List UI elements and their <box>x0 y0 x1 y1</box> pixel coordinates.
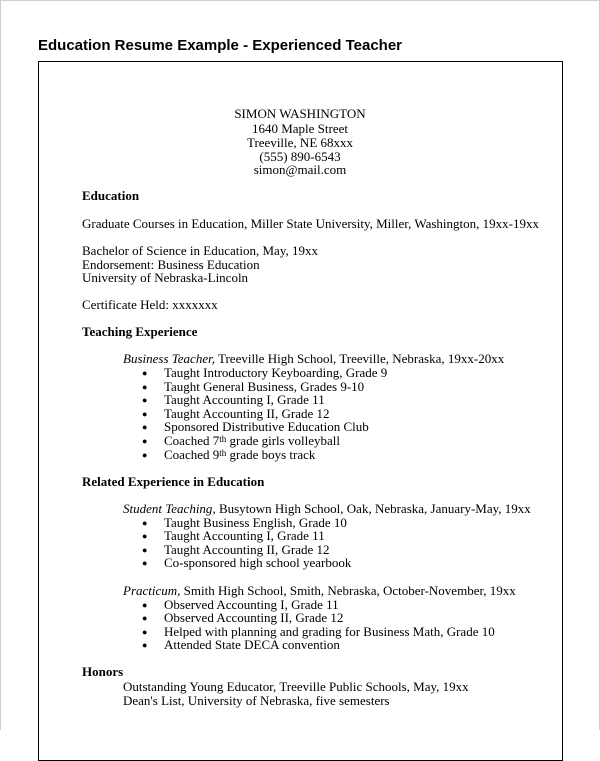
resume-name: SIMON WASHINGTON <box>234 106 366 121</box>
bullet-icon: ● <box>142 640 148 650</box>
teaching-heading: Teaching Experience <box>82 324 198 339</box>
list-item: Helped with planning and grading for Business Math, Grade 10 <box>164 624 495 639</box>
bullet-icon: ● <box>142 450 148 460</box>
list-item: Attended State DECA convention <box>164 637 340 652</box>
education-university: University of Nebraska-Lincoln <box>82 270 249 285</box>
bullet-icon: ● <box>142 436 148 446</box>
list-item: Taught General Business, Grades 9-10 <box>164 379 365 394</box>
teaching-role: Business Teacher, <box>123 351 215 366</box>
list-item: Co-sponsored high school yearbook <box>164 555 352 570</box>
education-heading: Education <box>82 188 140 203</box>
honors-item: Dean's List, University of Nebraska, five semesters <box>123 693 390 708</box>
honors-heading: Honors <box>82 664 124 679</box>
address-street: 1640 Maple Street <box>251 121 349 136</box>
education-endorsement: Endorsement: Business Education <box>82 257 260 272</box>
list-item: Taught Business English, Grade 10 <box>164 515 347 530</box>
email: simon@mail.com <box>253 162 347 177</box>
teaching-position <box>123 352 504 366</box>
list-item-coach-track: Coached 9th grade boys track <box>164 447 316 462</box>
bullet-icon: ● <box>142 600 148 610</box>
list-item: Sponsored Distributive Education Club <box>164 419 369 434</box>
list-item: Observed Accounting I, Grade 11 <box>164 597 339 612</box>
education-bachelor: Bachelor of Science in Education, May, 19xx <box>82 243 318 258</box>
bullet-icon: ● <box>142 395 148 405</box>
student-teaching-position: Student Teaching, Busytown High School, Oak, Nebraska, January-May, 19xx <box>123 501 531 516</box>
bullet-icon: ● <box>142 518 148 528</box>
bullet-icon: ● <box>142 531 148 541</box>
list-item: Taught Accounting II, Grade 12 <box>164 542 330 557</box>
student-teaching-role: Student Teaching <box>123 501 213 516</box>
bullet-icon: ● <box>142 368 148 378</box>
bullet-icon: ● <box>142 409 148 419</box>
bullet-icon: ● <box>142 422 148 432</box>
related-heading: Related Experience in Education <box>82 474 265 489</box>
practicum-role: Practicum <box>123 583 178 598</box>
list-item: Observed Accounting II, Grade 12 <box>164 610 344 625</box>
bullet-icon: ● <box>142 382 148 392</box>
address-city: Treeville, NE 68xxx <box>246 135 354 150</box>
practicum-position: Practicum, Smith High School, Smith, Nebraska, October-November, 19xx <box>123 583 516 598</box>
honors-item: Outstanding Young Educator, Treeville Public Schools, May, 19xx <box>123 679 469 694</box>
bullet-icon: ● <box>142 558 148 568</box>
list-item-coach-volleyball: Coached 7th grade girls volleyball <box>164 433 340 448</box>
education-grad-courses: Graduate Courses in Education, Miller State University, Miller, Washington, 19xx-19xx <box>82 216 539 231</box>
education-certificate: Certificate Held: xxxxxxx <box>82 297 218 312</box>
bullet-icon: ● <box>142 613 148 623</box>
bullet-icon: ● <box>142 627 148 637</box>
list-item: Taught Introductory Keyboarding, Grade 9 <box>164 365 388 380</box>
page-title: Education Resume Example - Experienced Teacher <box>38 37 403 54</box>
frame-top-border <box>0 0 600 1</box>
phone: (555) 890-6543 <box>259 149 341 164</box>
list-item: Taught Accounting I, Grade 11 <box>164 528 325 543</box>
bullet-icon: ● <box>142 545 148 555</box>
list-item: Taught Accounting I, Grade 11 <box>164 392 325 407</box>
list-item: Taught Accounting II, Grade 12 <box>164 406 330 421</box>
teaching-place: Treeville High School, Treeville, Nebraska, 19xx-20xx <box>214 351 505 366</box>
